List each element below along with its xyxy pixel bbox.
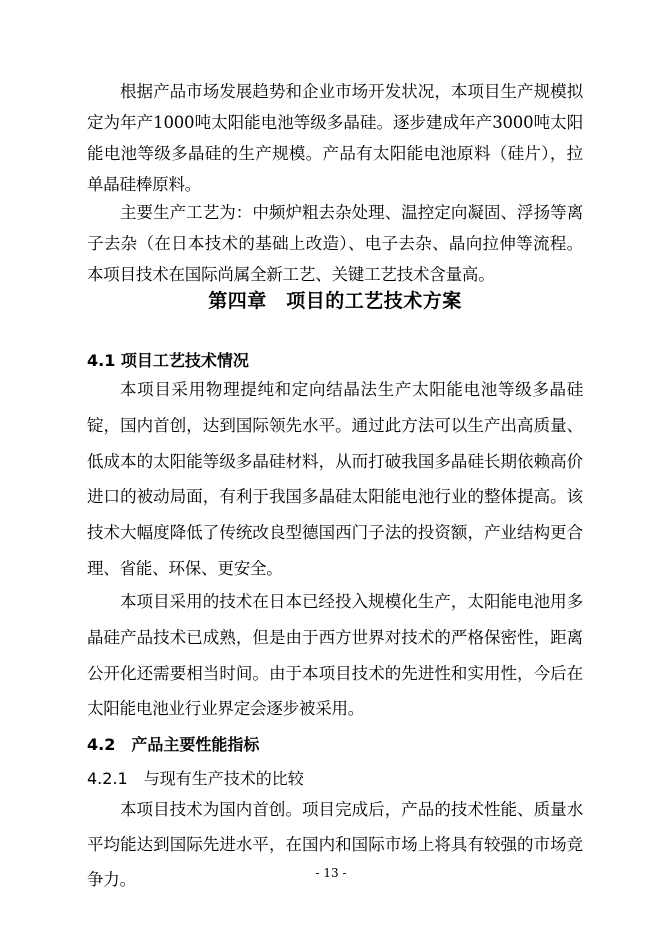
chapter-title: 第四章 项目的工艺技术方案 xyxy=(208,290,462,312)
section-4-2-1-paragraph: 本项目技术为国内首创。项目完成后，产品的技术性能、质量水平均能达到国际先进水平，在国内和国际市场上将具有较强的市场竞争力。 xyxy=(87,800,583,889)
intro-paragraph-process: 主要生产工艺为：中频炉粗去杂处理、温控定向凝固、浮扬等离子去杂（在日本技术的基础上改造）、电子去杂、晶向拉伸等流程。本项目技术在国际尚属全新工艺、关键工艺技术含量高。 xyxy=(87,203,583,284)
page-number: - 13 - xyxy=(315,866,347,880)
section-4-1-paragraph-1: 本项目采用物理提纯和定向结晶法生产太阳能电池等级多晶硅锭，国内首创，达到国际领先水平。通过此方法可以生产出高质量、低成本的太阳能等级多晶硅材料，从而打破我国多晶硅长期依赖高价进口的被动局面，有利于我国多晶硅太阳能电池行业的整体提高。该技术大幅度降低了传统改良型德国西门子法的投资额，产业结构更合理、省能、环保、更安全。 xyxy=(87,380,583,578)
section-heading-4-2: 4.2 产品主要性能指标 xyxy=(87,735,260,754)
intro-paragraph-scale: 根据产品市场发展趋势和企业市场开发状况，本项目生产规模拟定为年产1000吨太阳能电池等级多晶硅。逐步建成年产3000吨太阳能电池等级多晶硅的生产规模。产品有太阳能电池原料（硅片），拉单晶硅棒原料。 xyxy=(87,82,583,194)
section-4-1-paragraph-2: 本项目采用的技术在日本已经投入规模化生产，太阳能电池用多晶硅产品技术已成熟，但是由于西方世界对技术的严格保密性，距离公开化还需要相当时间。由于本项目技术的先进性和实用性，今后在太阳能电池业行业界定会逐步被采用。 xyxy=(87,592,583,719)
subsection-heading-4-2-1: 4.2.1 与现有生产技术的比较 xyxy=(87,769,304,788)
section-heading-4-1: 4.1 项目工艺技术情况 xyxy=(87,351,249,370)
